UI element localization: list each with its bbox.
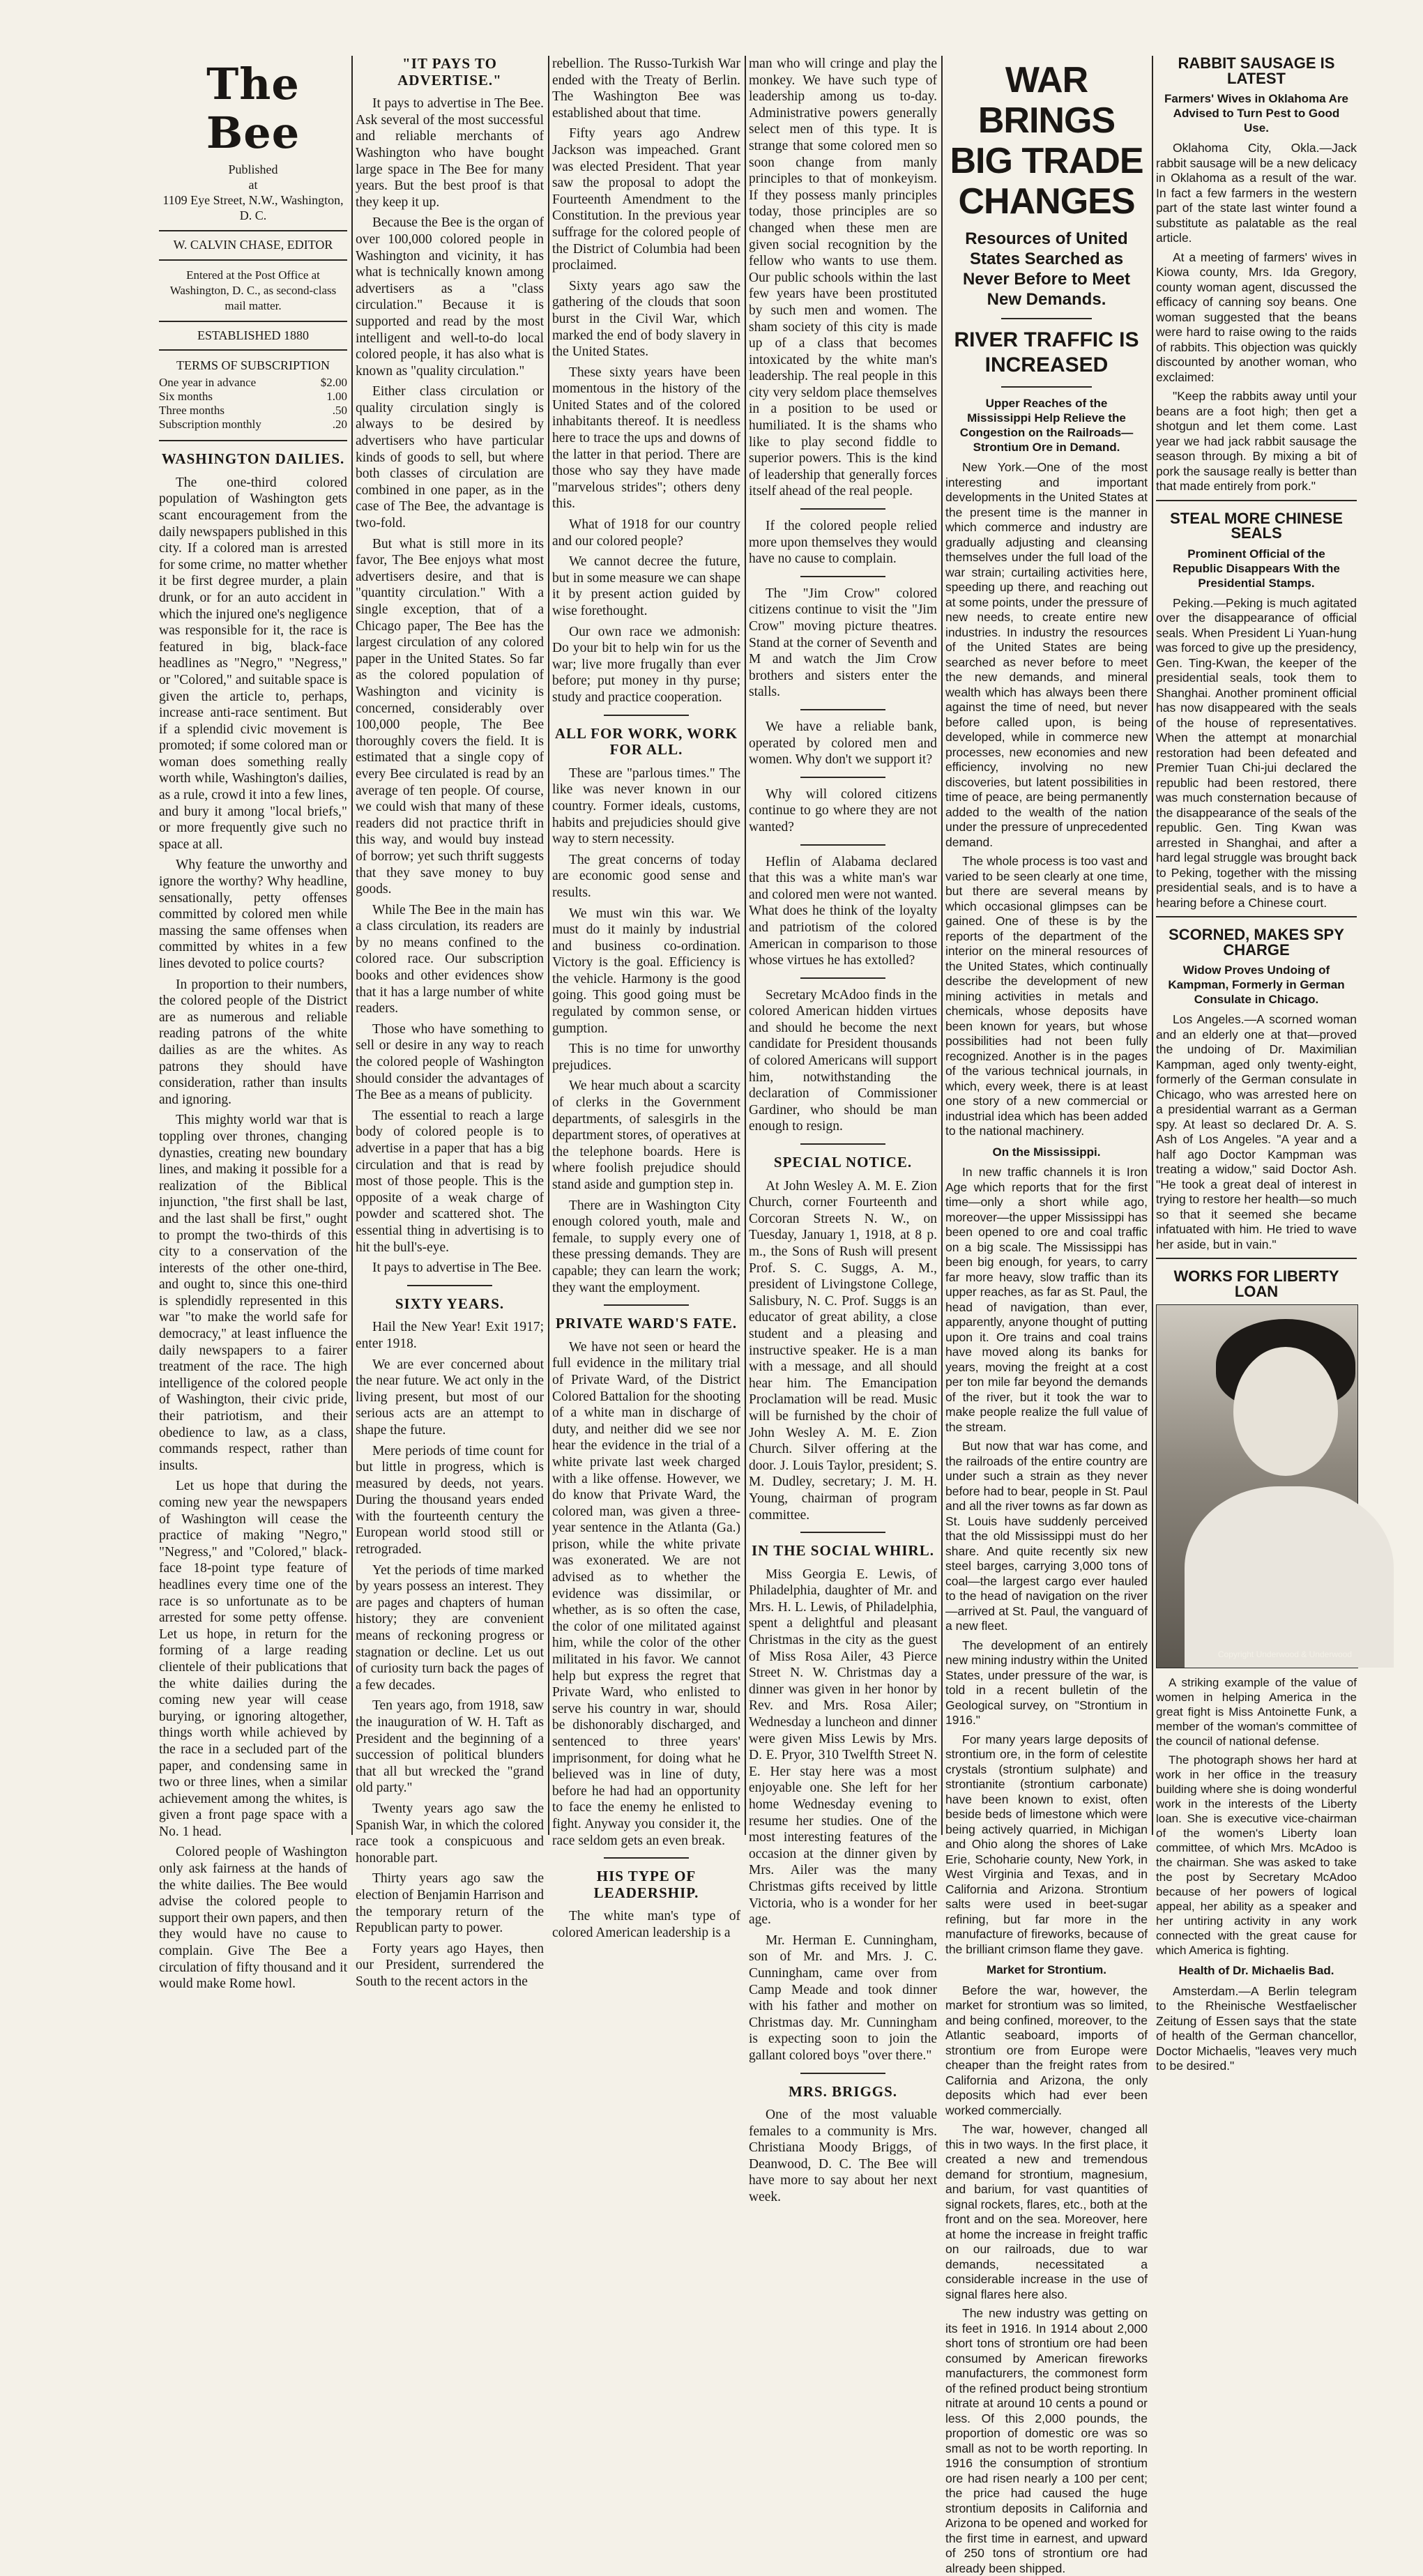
paragraph: Yet the periods of time marked by years possess an interest. They are pages and chapters of human history; they are convenient means of reckoning progress or stagnation or decline. Let us out of curiosity turn back the pages of a few decades. [356, 1562, 544, 1693]
article-heading: HIS TYPE OF LEADERSHIP. [593, 1868, 699, 1901]
divider [800, 1532, 885, 1533]
paragraph: These are "parlous times." The like was never known in our country. Former ideals, customs, habits and prejudicies should give way to stern necessity. [552, 765, 740, 847]
paragraph: Ten years ago, from 1918, saw the inauguration of W. H. Taft as President and the beginning of a succession of political blunders that all but wrecked the "grand old party." [356, 1698, 544, 1796]
paragraph: Let us hope that during the coming new year the newspapers of Washington will cease the practice of making "Negro," "Negress," and "Colored," black-face 18-point type feature of headlines every time one of the race is so unfortunate as to be arrested for some petty offense. Let us hope, in return for the forming of a large reading clientele of their publications that the white dailies during the coming new year will cease burying, or ignoring altogether, things worth while achieved by the race in a secluded part of the paper, and condensing same in two or three lines, when a similar achievement among the whites, is given a front page space with a No. 1 head. [159, 1479, 347, 1839]
article-heading: WORKS FOR LIBERTY LOAN [1173, 1267, 1339, 1300]
divider [800, 576, 885, 577]
caption-paragraph: A striking example of the value of women in helping America in the great fight is Miss Antoinette Funk, a member of the woman's committee of the council of national defense. [1156, 1676, 1357, 1748]
paragraph: One of the most valuable females to a community is Mrs. Christiana Moody Briggs, of Deanwood, D. C. The Bee will have more to say about her next week. [749, 2108, 937, 2205]
paragraph: The essential to reach a large body of colored people is to advertise in a paper that has a big circulation and that is read by most of those people. This is the opposite of a weak charge of powder and scattered shot. The essential thing in advertising is to hit the bull's-eye. [356, 1108, 544, 1255]
paragraph: This is no time for unworthy prejudices. [552, 1042, 740, 1073]
paragraph: While The Bee in the main has a class circulation, its readers are by no means confined to the colored race. Our subscription books and other evidences show that it has a large number of white readers. [356, 902, 544, 1016]
subheadline: Resources of United States Searched as Never Before to Meet New Demands. [962, 229, 1131, 309]
paragraph: Amsterdam.—A Berlin telegram to the Rheinische Westfaelischer Zeitung of Essen says that the state of health of the German chancellor, Doctor Michaelis, "leaves very much to be desired." [1156, 1983, 1357, 2073]
paragraph: Oklahoma City, Okla.—Jack rabbit sausage will be a new delicacy in Oklahoma as a result of the war. In fact a few farmers in the western part of the state last winter found a substitute as palatable as the real article. [1156, 141, 1357, 245]
divider [604, 715, 689, 716]
paragraph: The development of an entirely new mining industry within the United States, under pressure of the war, is told in a recent bulletin of the Geological survey, on "Strontium in 1916." [945, 1638, 1148, 1727]
divider [800, 977, 885, 979]
paragraph: The great concerns of today are economic good sense and results. [552, 852, 740, 900]
paragraph: For many years large deposits of strontium ore, in the form of celestite crystals (strontium sulphate) and strontianite (strontium carbonate) have been known to exist, often beside beds of limestone which were being actively quarried, in Michigan and Ohio along the shores of Lake Erie, Schoharie county, New York, in West Virginia and Texas, and in California and Arizona. Strontium salts were used in beet-sugar refining, but far more in the manufacture of fireworks, because of the brilliant crimson flame they gave. [945, 1732, 1148, 1956]
divider [800, 2073, 885, 2074]
terms-row [159, 376, 347, 390]
column-2 [356, 55, 544, 1989]
paragraph: The war, however, changed all this in two ways. In the first place, it created a new and tremendous demand for strontium, magnesium, and barium, for vast quantities of signal rockets, flares, etc., both at the front and on the sea. Moreover, here at home the increase in freight traffic on our railroads, due to war demands, necessitated a considerable increase in the use of signal flares here also. [945, 2122, 1148, 2301]
article-heading: IN THE SOCIAL WHIRL. [752, 1542, 934, 1560]
paragraph: Sixty years ago saw the gathering of the clouds that soon burst in the Civil War, which marked the end of body slavery in the United States. [552, 278, 740, 360]
paragraph: This mighty world war that is toppling over thrones, changing dynasties, creating new boundary lines, and making it possible for a realization of the Biblical injunction, "the first shall be last, and the last shall be first," ought to prompt the two-thirds of this city to a conservation of the interests of the other one-third, and ought to, since this one-third is splendidly represented in this war "to make the world safe for democracy," at least influence the daily newspapers to a fairer treatment of the race. The high intelligence of the colored people of Washington, their civic pride, their patriotism, and their obedience to law, as a class, commands respect, rather than insults. [159, 1113, 347, 1473]
paragraph: Peking.—Peking is much agitated over the disappearance of official seals. When President Li Yuan-hung was forced to give up the presidency, Gen. Ting-Kwan, the keeper of the presidential seals, took them to Shanghai. Another prominent official has now disappeared with the seals of the house of representatives. When the attempt at monarchial restoration had been defeated and Premier Tuan Chi-jui declared the republic had been restored, there was much consternation because of the disappearance of the seals of the republic. Gen. Ting Kwan was arrested in Shanghai, and after a hard legal struggle was brought back to Peking, together with the missing presidential seals, and is to have a hearing before a Chinese court. [1156, 595, 1357, 910]
column-rule [351, 56, 353, 1835]
paragraph: It pays to advertise in The Bee. Ask several of the most successful and reliable merchants of Washington who have bought large space in The Bee for many years. But the best proof is that they keep it up. [356, 96, 544, 210]
article-heading: STEAL MORE CHINESE SEALS [1170, 509, 1343, 542]
paragraph: But now that war has come, and the railroads of the entire country are under such a strain as they never before had to bear, people in St. Paul and all the river towns as far down as St. Louis have suddenly perceived that the old Mississippi must do her share. And quite recently six new steel barges, carrying 3,000 tons of coal—the largest cargo ever hauled to the head of navigation on the river—arrived at St. Paul, the vanguard of a new fleet. [945, 1439, 1148, 1633]
paragraph: But what is still more in its favor, The Bee enjoys what most advertisers desire, and that is "quantity circulation." With a single exception, that of a Chicago paper, The Bee has the largest circulation of any colored paper in the United States. So far as the colored population of Washington and vicinity is concerned, considerably over 100,000 people, The Bee thoroughly covers the field. It is estimated that a single copy of every Bee circulated is read by an average of ten people. Of course, we could wish that many of these readers did not practice thrift in this way, and would buy instead of borrow; yet such thrift suggests that they save money to buy goods. [356, 536, 544, 897]
paragraph: Those who have something to sell or desire in any way to reach the colored people of Washington should consider the advantages of The Bee as a means of publicity. [356, 1021, 544, 1103]
section-heading: On the Mississippi. [992, 1145, 1101, 1159]
terms-label: Six months [159, 390, 213, 404]
article-heading: RABBIT SAUSAGE IS LATEST [1178, 54, 1335, 87]
deck: Widow Proves Undoing of Kampman, Formerly in German Consulate in Chicago. [1168, 963, 1345, 1006]
paragraph: The white man's type of colored American leadership is a [552, 1909, 740, 1940]
paragraph: Twenty years ago saw the Spanish War, in which the colored race took a conspicuous and honorable part. [356, 1801, 544, 1866]
section-heading: Market for Strontium. [987, 1963, 1106, 1976]
article-heading: PRIVATE WARD'S FATE. [555, 1315, 738, 1332]
divider [604, 1857, 689, 1859]
caption-paragraph: The photograph shows her hard at work in her office in the treasury building where she is doing wonderful work in the interests of the Liberty loan. She is executive vice-chairman of the women's Liberty loan committee, of which Mrs. McAdoo is the chairman. She was asked to take the post by Secretary McAdoo because of her powers of logical appeal, her ability as a speaker and her untiring activity in any work connected with the great cause for which America is fighting. [1156, 1753, 1357, 1957]
terms-row [159, 404, 347, 418]
paragraph: man who will cringe and play the monkey. We have such type of leadership among us to-day. Administrative powers generally select men of this type. It is strange that some colored men so soon change from manly principles to that of monkeyism. If they possess manly principles today, those principles are so changed when these men are given social recognition by the fellow who wants to use them. Our public schools within the last few years have been prostituted by such men and women. The sham society of this city is made up of a class that becomes intoxicated by the white man's leadership. The real people in this city very seldom place themselves in a position to be used or humiliated. It is the shams who like to play second fiddle to superior powers. This is the kind of leadership that generally forces itself ahead of the real people. [749, 56, 937, 499]
paragraph: What of 1918 for our country and our colored people? [552, 517, 740, 549]
paragraph: Before the war, however, the market for strontium was so limited, and being confined, moreover, to the Atlantic seaboard, imports of strontium ore from Europe were cheaper than the freight rates from California and Arizona, the only deposits which had ever been worked commercially. [945, 1983, 1148, 2117]
paragraph: Hail the New Year! Exit 1917; enter 1918. [356, 1320, 544, 1351]
entered-notice: Entered at the Post Office at Washington, D. C., as second-class mail matter. [169, 268, 337, 312]
divider [800, 709, 885, 710]
deck: Farmers' Wives in Oklahoma Are Advised to Turn Pest to Good Use. [1164, 92, 1349, 135]
column-rule [941, 56, 943, 1835]
terms-price: .50 [332, 404, 347, 418]
paragraph: These sixty years have been momentous in the history of the United States and of the colored inhabitants thereof. It is needless here to trace the ups and downs of the latter in that period. There are those who say they have made "marvelous strides"; others deny this. [552, 365, 740, 512]
column-rule [745, 56, 746, 1835]
divider [1001, 386, 1093, 388]
published-label: Published [228, 162, 278, 176]
paragraph: "Keep the rabbits away until your beans are a foot high; then get a shotgun and let them come. Last year we had jack rabbit sausage the season through. By mixing a bit of pork the sausage really is better than that made entirely from pork." [1156, 389, 1357, 493]
paragraph: New York.—One of the most interesting and important developments in the United States at the present time is the manner in which commerce and industry are gradually adjusting and cleansing themselves under the full load of the war strain; curtailing activities here, speeding up there, and reaching out at some points, under the pressure of new needs, to create entire new industries. In industry the resources of the United States are being searched as never before to meet the new demands, and mineral wealth which has always been there against the time of need, but never before called upon, is being developed, while in commerce new processes, new economies and new efficiency, involving no new discoveries, but latent possibilities in time of peace, are being permanently added to the wealth of the nation under the pressure of unprecedented demand. [945, 460, 1148, 849]
paragraph: Why will colored citizens continue to go where they are not wanted? [749, 786, 937, 834]
paragraph: At John Wesley A. M. E. Zion Church, corner Fourteenth and Corcoran Streets N. W., on Tuesday, January 1, 1918, at 8 p. m., the Sons of Rush will present Prof. S. C. Suggs, A. M., president of Livingstone College, Salisbury, N. C. Prof. Suggs is an educator of great ability, a close student and a pleasing and instructive speaker. He is a man with a message, and all should hear him. The Emancipation Proclamation will be read. Music will be furnished by the choir of John Wesley A. M. E. Zion Church. Silver offering at the door. J. Louis Taylor, president; S. M. Dudley, secretary; J. M. H. Young, chairman of program committee. [749, 1178, 937, 1523]
paragraph: Miss Georgia E. Lewis, of Philadelphia, daughter of Mr. and Mrs. H. L. Lewis, of Philadelphia, spent a delightful and pleasant Christmas in the city as the guest of Miss Rosa Ailer, 43 Pierce Street N. W. Christmas day a dinner was given in her honor by Rev. and Mrs. Rosa Ailer; Wednesday a luncheon and dinner were given Miss Lewis by Mrs. D. E. Pryor, 310 Twelfth Street N. E. Her stay here was a most enjoyable one. She left for her home Wednesday evening to resume her studies. One of the most interesting features of the occasion at the dinner given by Mrs. Ailer was the many Christmas gifts received by little Victoria, who is a wonder for her age. [749, 1567, 937, 1928]
column-rule [1152, 56, 1153, 1835]
terms-price: $2.00 [320, 376, 347, 390]
subheadline-2: RIVER TRAFFIC IS INCREASED [954, 328, 1139, 376]
published-at: at [248, 178, 258, 192]
paragraph: Colored people of Washington only ask fairness at the hands of the white dailies. The Bee would advise the colored people to support their own papers, and then they would have no cause to complain. Give The Bee a circulation of fifty thousand and it would make Rome howl. [159, 1845, 347, 1992]
column-6 [1156, 54, 1357, 2073]
paragraph: In proportion to their numbers, the colored people of the District are as numerous and reliable reading patrons of the white dailies as are the whites. As patrons they should have consideration, rather than insults and ignoring. [159, 977, 347, 1107]
article-heading: SPECIAL NOTICE. [773, 1154, 913, 1171]
paragraph: At a meeting of farmers' wives in Kiowa county, Mrs. Ida Gregory, county woman agent, discussed the efficacy of canning soy beans. One woman suggested that the beans were hard to raise owing to the raids of rabbits. This objection was quickly discounted by another woman, who exclaimed: [1156, 250, 1357, 384]
paragraph: The one-third colored population of Washington gets scant encouragement from the daily newspapers published in this city. If a colored man is arrested for some crime, no matter whether it be first degree murder, a plain drunk, or for an auto accident in which the injured one's negligence was responsible for it, the race is featured in big, black-face headlines as "Negro," "Negress," or "Colored," and suitable space is given the article to, perhaps, increase anti-race sentiment. But if a splendid civic movement is promoted; if some colored man or woman does something really worth while, Washington's dailies, as a rule, crowd it into a few lines, and bury it among "local briefs," or more frequently give such no space at all. [159, 475, 347, 852]
terms-table [159, 376, 347, 432]
divider [800, 1143, 885, 1145]
article-heading: SIXTY YEARS. [395, 1295, 505, 1312]
column-4 [749, 56, 937, 2205]
paragraph: Our own race we admonish: Do your bit to help win for us the war; live more frugally than ever before; put money in thy purse; study and practice cooperation. [552, 624, 740, 705]
divider [800, 508, 885, 510]
paragraph: Mere periods of time count for but little in progress, which is measured by deeds, not years. During the thousand years ended with the fourteenth century the European world stood still or retrograded. [356, 1443, 544, 1557]
paragraph: Mr. Herman E. Cunningham, son of Mr. and Mrs. J. C. Cunningham, came over from Camp Meade and took dinner with his father and mother on Christmas day. Mr. Cunningham is expecting soon to join the gallant colored boys "over there." [749, 1933, 937, 2063]
paragraph: Why feature the unworthy and ignore the worthy? Why headline, sensationally, petty offenses committed by colored men while massing the same offenses when committed by whites in a few lines devoted to police courts? [159, 858, 347, 971]
terms-label: Three months [159, 404, 225, 418]
column-5 [945, 56, 1148, 2575]
terms-label: One year in advance [159, 376, 257, 390]
paragraph: Forty years ago Hayes, then our President, surrendered the South to the recent actors in the [356, 1941, 544, 1989]
paragraph: Los Angeles.—A scorned woman and an elderly one at that—proved the undoing of Dr. Maximilian Kampman, aged only twenty-eight, formerly of the German consulate in Chicago, who was arrested here on a presidential warrant as a German spy. At least so declared Dr. A. S. Ash of Los Angeles. "A year and a half ago Doctor Kampman was treating a widow," said Doctor Ash. "He took a great deal of interest in trying to restore her health—so much so that it seemed she became infatuated with him. He tried to wave her aside, but in vain." [1156, 1012, 1357, 1251]
divider [800, 777, 885, 778]
column-3 [552, 56, 740, 1940]
terms-price: 1.00 [326, 390, 347, 404]
paragraph: Secretary McAdoo finds in the colored American hidden virtues and should he become the next candidate for President thousands of colored Americans will support him, notwithstanding the declaration of Commissioner Gardiner, who should be man enough to resign. [749, 987, 937, 1134]
deck: Prominent Official of the Republic Disappears With the Presidential Stamps. [1173, 547, 1340, 590]
paragraph: Thirty years ago saw the election of Benjamin Harrison and the temporary return of the Republican party to power. [356, 1871, 544, 1936]
column-1 [159, 56, 347, 1992]
paragraph: Heflin of Alabama declared that this was a white man's war and colored men were not wanted. What does he think of the loyalty and patriotism of the colored American in comparison to those whose virtues he has extolled? [749, 854, 937, 968]
paragraph: In new traffic channels it is Iron Age which reports that for the first time—only a short while ago, moreover—the upper Mississippi has been opened to ore and coal traffic on a big scale. The Mississippi has been big enough, for years, to carry far more heavy, slow traffic than its upper reaches, as far as St. Paul, the head of navigation, than ever, apparently, anyone thought of putting upon it. Ore trains and coal trains have moved along its banks for years, moving the freight at a cost per ton mile far beyond the demands of the river, but it took the war to make people realize the full value of the stream. [945, 1165, 1148, 1434]
paragraph: Either class circulation or quality circulation singly is always to be desired by advertisers who have particular kinds of goods to sell, but where both classes of circulation are combined in one paper, as in the case of The Bee, the advantage is two-fold. [356, 384, 544, 531]
paragraph: Because the Bee is the organ of over 100,000 colored people in Washington and vicinity, it has what is technically known among advertisers as a "class circulation." Because it is supported and read by the most intelligent and well-to-do local colored people, it has also what is known as "quality circulation." [356, 215, 544, 379]
masthead-title: The Bee [206, 59, 300, 158]
article-heading: SCORNED, MAKES SPY CHARGE [1169, 926, 1344, 959]
photo-body-shape [1185, 1486, 1394, 1668]
terms-row [159, 390, 347, 404]
terms-title: TERMS OF SUBSCRIPTION [176, 358, 330, 373]
deck: Upper Reaches of the Mississippi Help Relieve the Congestion on the Railroads—Strontium Ore in Demand. [959, 397, 1134, 454]
terms-row [159, 418, 347, 432]
masthead-address: 1109 Eye Street, N.W., Washington, D. C. [162, 193, 344, 222]
photo-credit: Copyright Underwood & Underwood [1217, 1649, 1352, 1659]
paragraph: rebellion. The Russo-Turkish War ended with the Treaty of Berlin. The Washington Bee was established about that time. [552, 56, 740, 121]
paragraph: The whole process is too vast and varied to be seen clearly at one time, but there are several means by which occasional glimpses can be gained. One of these is by the reports of the department of the interior on the mineral resources of the United States, which continually describe the development of new mining activities in metals and chemicals, whose deposits have been known for years, but whose possibilities had not been fully recognized. Another is in the pages of the various technical journals, in which, every week, there is at least one story of a new commercial or industrial idea which has been added to the national machinery. [945, 854, 1148, 1138]
paragraph: There are in Washington City enough colored youth, male and female, to supply every one of these pressing demands. They are capable; they can learn the work; they want the employment. [552, 1198, 740, 1295]
column-rule [548, 56, 549, 1835]
paragraph: We hear much about a scarcity of clerks in the Government departments, of salesgirls in the department stores, of operatives at the telephone boards. Here is where foolish prejudice should stand aside and gumption step in. [552, 1079, 740, 1192]
article-heading: ALL FOR WORK, WORK FOR ALL. [554, 724, 738, 759]
paragraph: We are ever concerned about the near future. We act only in the living present, but most of our serious acts are an attempt to shape the future. [356, 1357, 544, 1438]
portrait-photo [1156, 1304, 1358, 1668]
paragraph: We have a reliable bank, operated by colored men and women. Why don't we support it? [749, 719, 937, 768]
section-heading: Health of Dr. Michaelis Bad. [1178, 1964, 1334, 1977]
paragraph: We have not seen or heard the full evidence in the military trial of Private Ward, of the District Colored Battalion for the shooting of a white man in discharge of duty, and neither did we see nor hear the evidence in the trial of a white private last week charged with a like offense. However, we do know that Private Ward, the colored man, was given a three-year sentence in the Atlanta (Ga.) prison, while the white private was exonerated. We are not advised as to whether the evidence was dissimilar, or whether, as is so often the case, the color of one militated against him, while the color of the other militated in his favor. We cannot help but express the regret that Private Ward, who enlisted to serve his country in war, should be dishonorably discharged, and sentenced to three years' imprisonment, for doing what he believed was in line of duty, before he had had an opportunity to face the enemy he enlisted to fight. Anyway you consider it, the race seldom gets an even break. [552, 1339, 740, 1848]
article-heading: MRS. BRIGGS. [788, 2082, 898, 2100]
editor-line: W. CALVIN CHASE, EDITOR [159, 230, 347, 261]
established-line: ESTABLISHED 1880 [159, 321, 347, 351]
paragraph: We must win this war. We must do it mainly by industrial and business co-ordination. Victory is the goal. Efficiency is the vehicle. Harmony is the good going. This good going must be regulated by common sense, or gumption. [552, 906, 740, 1036]
paragraph: If the colored people relied more upon themselves they would have no cause to complain. [749, 519, 937, 567]
photo-caption [1156, 1675, 1357, 1958]
paragraph: It pays to advertise in The Bee. [372, 1260, 542, 1276]
paragraph: Fifty years ago Andrew Jackson was impeached. Grant was elected President. That year saw the proposal to adopt the Fourteenth Amendment to the Constitution. In the previous year suffrage for the colored people of the District of Columbia had been proclaimed. [552, 126, 740, 273]
paragraph: The "Jim Crow" colored citizens continue to visit the "Jim Crow" moving picture theatres. Stand at the corner of Seventh and M and watch the Jim Crow brothers and sisters enter the stalls. [749, 586, 937, 700]
divider [407, 1285, 492, 1286]
photo-face-shape [1233, 1347, 1338, 1476]
divider [800, 844, 885, 846]
divider [1001, 318, 1093, 319]
paragraph: The new industry was getting on its feet in 1916. In 1914 about 2,000 short tons of strontium ore had been consumed by American fireworks manufacturers, the commonest form of the refined product being strontium nitrate at around 10 cents a pound or less. Of this 2,000 pounds, the proportion of domestic ore was so small as not to be worth reporting. In 1916 the consumption of strontium ore had risen nearly a 100 per cent; the price had caused the huge strontium deposits in California and Arizona to be opened and worked for the first time in earnest, and upward of 250 tons of strontium ore had already been shipped. [945, 2306, 1148, 2575]
article-heading: WASHINGTON DAILIES. [161, 450, 345, 468]
headline: WAR BRINGS BIG TRADE CHANGES [950, 60, 1143, 222]
divider [604, 1304, 689, 1306]
paragraph: We cannot decree the future, but in some measure we can shape it by present action guided by wise forethought. [552, 554, 740, 618]
article-heading: "IT PAYS TO ADVERTISE." [397, 55, 502, 89]
terms-price: .20 [332, 418, 347, 432]
terms-label: Subscription monthly [159, 418, 261, 432]
